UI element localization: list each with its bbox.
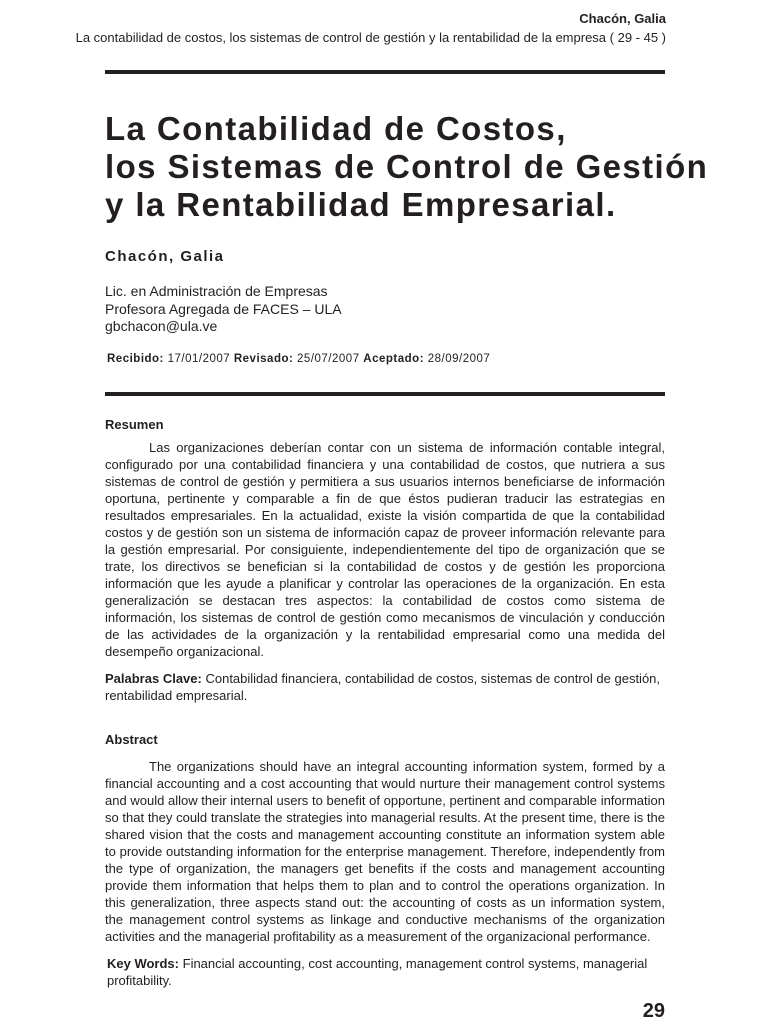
- accepted-label: Aceptado:: [363, 353, 425, 365]
- abstract-text: The organizations should have an integral accounting information system, formed by a financial accounting and a cost accounting that would nurture their management control systems and would allow their internal users to benefit of opportune, pertinent and comparable information so that they could translate the strategies into managerial results. At the present time, there is the shared vision that the costs and management accounting constitute an information system able to provide outstanding information for the enterprise management. Therefore, independently from the type of organization, the managers get benefits if the costs and management accounting provide them information that helps them to plan and to control the operations organization. In this generalization, three aspects stand out: the accounting of costs as un information system, the management control systems as linkage and conductive mechanisms of the organization activities and the managerial profitability as a measurement of the organizacional performance.: [105, 759, 665, 944]
- affiliation: [105, 283, 342, 336]
- received-date: 17/01/2007: [167, 353, 231, 365]
- article-title: [105, 110, 708, 224]
- keywords-text: Financial accounting, cost accounting, management control systems, managerial profitability.: [107, 956, 648, 988]
- article-body: [105, 417, 665, 1023]
- author-name: Chacón, Galia: [105, 248, 225, 265]
- revised-date: 25/07/2007: [297, 353, 360, 365]
- title-line: y la Rentabilidad Empresarial.: [105, 186, 617, 223]
- received-label: Recibido:: [107, 353, 164, 365]
- resumen-heading: Resumen: [105, 417, 164, 432]
- running-header-author: Chacón, Galia: [579, 11, 666, 26]
- abstract-heading: Abstract: [105, 732, 158, 747]
- title-line: los Sistemas de Control de Gestión: [105, 148, 709, 185]
- accepted-date: 28/09/2007: [427, 353, 491, 365]
- keywords-label: Palabras Clave:: [105, 671, 202, 686]
- author-email: gbchacon@ula.ve: [105, 318, 218, 334]
- title-line: La Contabilidad de Costos,: [105, 110, 567, 147]
- page-number: 29: [642, 1000, 665, 1022]
- divider: [105, 392, 665, 396]
- resumen-text: Las organizaciones deberían contar con un sistema de información contable integral, configurado por una contabilidad financiera y una contabilidad de costos, que nutriera a sus sistemas de control de gestión y permitiera a sus usuarios internos beneficiarse de información oportuna, pertinente y comparable a fin de que éstos pudieran traducir las estrategias en resultados empresariales. En la actualidad, existe la visión compartida de que la contabilidad costos y de gestión son un sistema de información capaz de proveer información relevante para la gestión empresarial. Por consiguiente, independientemente del tipo de organización que se trate, los directivos se benefician si la contabilidad de costos y de gestión les proporciona información que les ayude a planificar y controlar las operaciones de la organización. En esta generalización se destacan tres aspectos: la contabilidad de costos como sistema de información, los sistemas de control de gestión como mecanismos de vinculación y conducción de las actividades de la organización y la rentabilidad empresarial como una medida del desempeño organizacional.: [105, 440, 665, 659]
- key-words: [105, 955, 665, 989]
- revised-label: Revisado:: [233, 353, 294, 365]
- divider: [105, 70, 665, 74]
- keywords-label: Key Words:: [107, 956, 179, 971]
- keywords-text: Contabilidad financiera, contabilidad de costos, sistemas de control de gestión, rentabilidad empresarial.: [105, 671, 661, 703]
- article-dates: [107, 353, 490, 365]
- affiliation-position: Profesora Agregada de FACES – ULA: [105, 300, 342, 317]
- palabras-clave: [105, 670, 665, 704]
- running-header-title: La contabilidad de costos, los sistemas de control de gestión y la rentabilidad de la empresa ( 29 - 45 ): [75, 30, 666, 45]
- affiliation-degree: Lic. en Administración de Empresas: [105, 283, 328, 299]
